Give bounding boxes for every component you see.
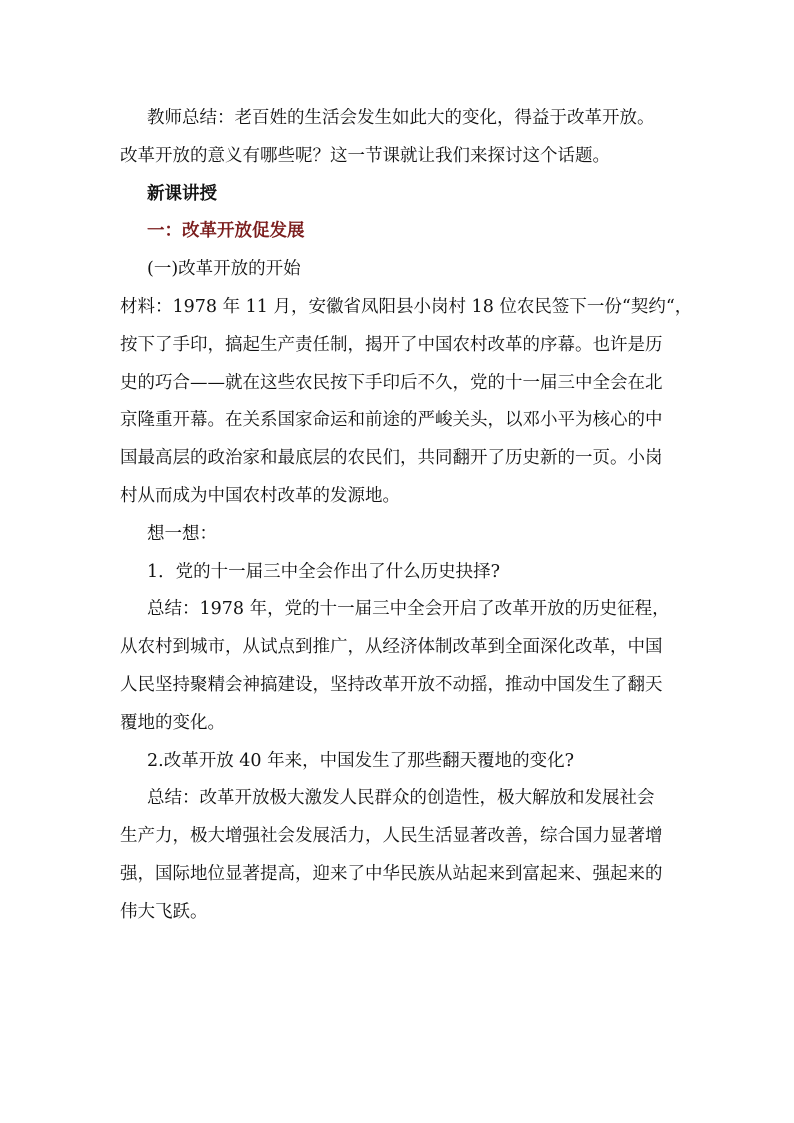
answer-1-line: 总结：1978 年，党的十一届三中全会开启了改革开放的历史征程， <box>147 599 670 620</box>
section-heading: 新课讲授 <box>147 183 217 204</box>
answer-2-line: 伟大飞跃。 <box>120 901 208 922</box>
intro-line-1: 教师总结：老百姓的生活会发生如此大的变化，得益于改革开放。 <box>147 108 655 128</box>
material-line: 京隆重开幕。在关系国家命运和前途的严峻关头，以邓小平为核心的中 <box>120 410 663 431</box>
answer-2-line: 生产力，极大增强社会发展活力，人民生活显著改善，综合国力显著增 <box>120 826 663 847</box>
material-line: 村从而成为中国农村改革的发源地。 <box>120 485 400 506</box>
question-1: 1．党的十一届三中全会作出了什么历史抉择? <box>147 561 501 582</box>
subheading: (一)改革开放的开始 <box>147 259 301 280</box>
material-line: 材料：1978 年 11 月，安徽省凤阳县小岗村 18 位农民签下一份“契约“， <box>120 296 693 317</box>
question-2: 2.改革开放 40 年来，中国发生了那些翻天覆地的变化? <box>147 750 574 771</box>
document-page <box>120 100 693 932</box>
answer-2-line: 强，国际地位显著提高，迎来了中华民族从站起来到富起来、强起来的 <box>120 863 663 884</box>
intro-line-2: 改革开放的意义有哪些呢？这一节课就让我们来探讨这个话题。 <box>120 145 610 166</box>
think-heading: 想一想： <box>147 523 217 544</box>
material-line: 按下了手印，搞起生产责任制，揭开了中国农村改革的序幕。也许是历 <box>120 334 663 355</box>
answer-1-line: 从农村到城市，从试点到推广，从经济体制改革到全面深化改革，中国 <box>120 637 663 658</box>
answer-2-line: 总结：改革开放极大激发人民群众的创造性，极大解放和发展社会 <box>147 788 655 809</box>
part-heading: 一：改革开放促发展 <box>147 221 305 242</box>
answer-1-line: 人民坚持聚精会神搞建设，坚持改革开放不动摇，推动中国发生了翻天 <box>120 674 663 695</box>
material-line: 国最高层的政治家和最底层的农民们，共同翻开了历史新的一页。小岗 <box>120 448 663 469</box>
answer-1-line: 覆地的变化。 <box>120 712 225 733</box>
material-line: 史的巧合——就在这些农民按下手印后不久，党的十一届三中全会在北 <box>120 372 663 393</box>
